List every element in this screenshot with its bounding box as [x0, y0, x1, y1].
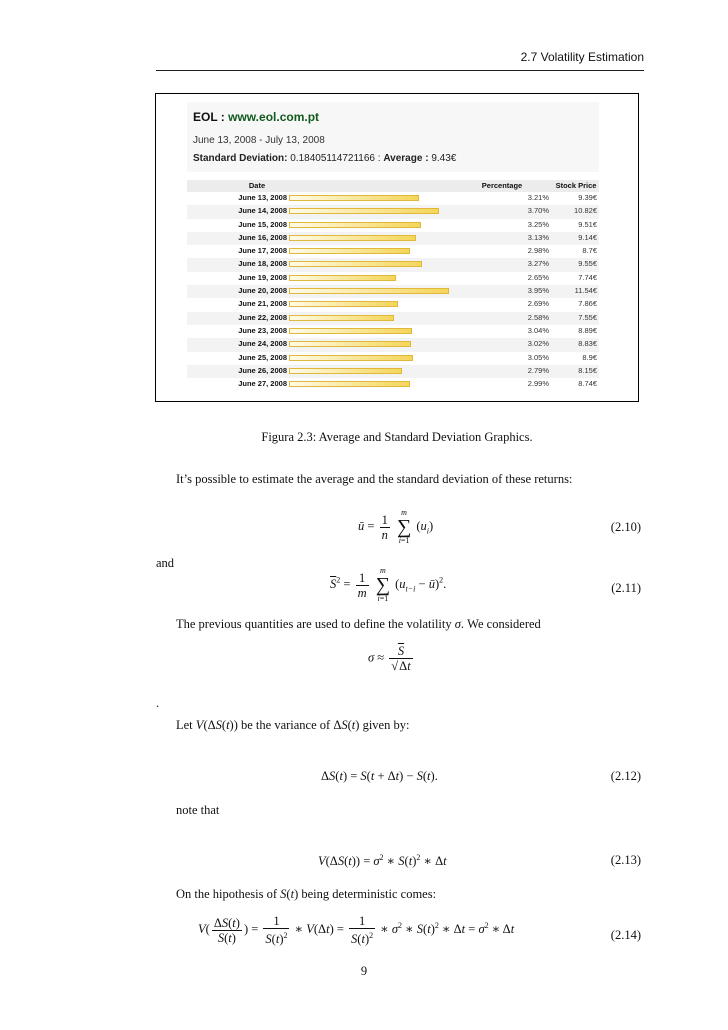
- stock-table: [187, 180, 599, 391]
- equation-2-10: ū = $\frac{1}{n}$ m ∑ i=1 $(u_i)$: [358, 508, 434, 545]
- p2-suffix: . We considered: [460, 617, 541, 631]
- paragraph-2: The previous quantities are used to define the volatility σ. We considered: [176, 617, 541, 631]
- table-body: [187, 192, 599, 391]
- eol-site-title: [193, 110, 319, 124]
- row-date: June 15, 2008: [238, 219, 287, 229]
- row-stock-price: 11.54€: [574, 286, 597, 296]
- row-date: June 20, 2008: [238, 286, 287, 296]
- row-stock-price: 8.83€: [578, 339, 597, 349]
- p3-prefix: Let: [176, 718, 196, 732]
- row-percentage: 3.02%: [527, 339, 549, 349]
- row-date: June 24, 2008: [238, 339, 287, 349]
- row-stock-price: 9.51€: [578, 219, 597, 229]
- table-row: [187, 232, 599, 245]
- percentage-bar: [289, 368, 402, 374]
- percentage-bar: [289, 301, 398, 307]
- row-percentage: 2.58%: [527, 312, 549, 322]
- equation-2-13: $V(\Delta S(t)) = \sigma^2$ ∗ $S(t)^2$ ∗ Δt: [318, 853, 447, 869]
- row-date: June 23, 2008: [238, 325, 287, 335]
- percentage-bar: [289, 275, 396, 281]
- avg-label: Average :: [383, 153, 429, 164]
- table-row: [187, 245, 599, 258]
- table-row: [187, 219, 599, 232]
- row-percentage: 3.70%: [527, 206, 549, 216]
- paragraph-4: note that: [176, 803, 220, 817]
- table-row: [187, 285, 599, 298]
- percentage-bar: [289, 328, 412, 334]
- row-stock-price: 10.82€: [574, 206, 597, 216]
- percentage-bar: [289, 341, 411, 347]
- percentage-bar: [289, 315, 394, 321]
- row-percentage: 3.13%: [527, 232, 549, 242]
- running-head: 2.7 Volatility Estimation: [520, 50, 644, 64]
- percentage-bar: [289, 222, 421, 228]
- row-stock-price: 9.39€: [578, 193, 597, 202]
- table-row: [187, 312, 599, 325]
- paragraph-1: It’s possible to estimate the average and the standard deviation of these returns:: [176, 472, 573, 486]
- row-date: June 18, 2008: [238, 259, 287, 269]
- table-row: [187, 352, 599, 365]
- table-row: [187, 378, 599, 391]
- equation-2-14: V( $\frac{\Delta S(t)}{S(t)}$ ) = $\frac{1}{S(t)^2}$ ∗ V(Δt) = $\frac{1}{S(t)^2}$ ∗ $\sigma^2$ ∗ $S(t)^2$ ∗ $\Delta t = \sigma^2$ ∗ Δt: [198, 914, 515, 947]
- paragraph-3: Let V(ΔS(t)) be the variance of ΔS(t) given by:: [176, 718, 410, 732]
- row-stock-price: 8.15€: [578, 365, 597, 375]
- percentage-bar: [289, 288, 449, 294]
- p3-mid: be the variance of: [237, 718, 334, 732]
- table-row: [187, 272, 599, 285]
- eqnum-2-13: (2.13): [610, 853, 641, 867]
- col-date: Date: [248, 181, 266, 190]
- eol-header: [187, 102, 599, 172]
- row-percentage: 2.98%: [527, 246, 549, 256]
- col-stock-price: Stock Price: [555, 181, 597, 190]
- row-date: June 14, 2008: [238, 206, 287, 216]
- row-stock-price: 8.74€: [578, 379, 597, 389]
- figure-caption: Figura 2.3: Average and Standard Deviation Graphics.: [261, 430, 533, 444]
- percentage-bar: [289, 208, 439, 214]
- equation-2-11: $\overline{S}^2$ = $\frac{1}{m}$ m ∑ i=1 ($u_{t-i}$ − ū)$^2$.: [330, 566, 447, 603]
- table-row: [187, 258, 599, 271]
- table-row: [187, 325, 599, 338]
- row-percentage: 3.95%: [527, 286, 549, 296]
- table-row: [187, 192, 599, 205]
- row-percentage: 3.05%: [527, 352, 549, 362]
- avg-value: 9.43€: [431, 153, 457, 164]
- row-date: June 16, 2008: [238, 232, 287, 242]
- and-word: and: [156, 556, 175, 570]
- row-date: June 19, 2008: [238, 272, 287, 282]
- paragraph-5: On the hipothesis of S(t) being deterministic comes:: [176, 887, 437, 901]
- percentage-bar: [289, 248, 410, 254]
- row-date: June 21, 2008: [238, 299, 287, 309]
- row-stock-price: 7.74€: [578, 272, 597, 282]
- row-date: June 17, 2008: [238, 246, 287, 256]
- p2-prefix: The previous quantities are used to define the volatility: [176, 617, 455, 631]
- eqnum-2-12: (2.12): [610, 769, 641, 783]
- figure-frame: [155, 93, 639, 402]
- percentage-bar: [289, 195, 419, 201]
- row-stock-price: 9.55€: [578, 259, 597, 269]
- row-percentage: 3.25%: [527, 219, 549, 229]
- row-percentage: 2.99%: [527, 379, 549, 389]
- p5-suffix: being deterministic comes:: [298, 887, 437, 901]
- table-row: [187, 338, 599, 351]
- equation-2-12: ΔS(t) = S(t + Δt) − S(t).: [321, 769, 438, 783]
- row-percentage: 2.69%: [527, 299, 549, 309]
- stats-line: [193, 153, 456, 164]
- row-stock-price: 9.14€: [578, 232, 597, 242]
- site-label: EOL :: [193, 110, 229, 124]
- table-row: [187, 365, 599, 378]
- eqnum-2-10: (2.10): [610, 520, 641, 534]
- row-percentage: 3.21%: [527, 193, 549, 202]
- percentage-bar: [289, 381, 410, 387]
- row-date: June 22, 2008: [238, 312, 287, 322]
- col-percentage: Percentage: [481, 181, 523, 190]
- row-percentage: 2.65%: [527, 272, 549, 282]
- page-number: 9: [360, 964, 368, 978]
- site-url-link[interactable]: www.eol.com.pt: [228, 110, 320, 124]
- table-header: [187, 180, 599, 192]
- p3-suffix: given by:: [359, 718, 410, 732]
- row-stock-price: 8.89€: [578, 325, 597, 335]
- p5-prefix: On the hipothesis of: [176, 887, 281, 901]
- table-row: [187, 298, 599, 311]
- row-stock-price: 8.7€: [582, 246, 597, 256]
- stats-separator: :: [374, 153, 384, 164]
- date-range: June 13, 2008 - July 13, 2008: [193, 135, 325, 146]
- equation-sigma: σ ≈ $\frac{\overline{S}}{√\Delta t}$: [368, 644, 411, 673]
- row-date: June 25, 2008: [238, 352, 287, 362]
- row-date: June 27, 2008: [238, 379, 287, 389]
- row-percentage: 3.27%: [527, 259, 549, 269]
- table-row: [187, 205, 599, 218]
- std-value: 0.18405114721166: [290, 153, 375, 164]
- row-date: June 13, 2008: [238, 193, 287, 202]
- row-stock-price: 7.86€: [578, 299, 597, 309]
- eqnum-2-11: (2.11): [611, 581, 641, 595]
- row-stock-price: 7.55€: [578, 312, 597, 322]
- eqnum-2-14: (2.14): [610, 928, 641, 942]
- percentage-bar: [289, 235, 416, 241]
- percentage-bar: [289, 355, 413, 361]
- row-percentage: 3.04%: [527, 325, 549, 335]
- stray-dot: .: [156, 696, 160, 710]
- header-rule: [156, 70, 644, 71]
- std-label: Standard Deviation:: [193, 153, 288, 164]
- row-percentage: 2.79%: [527, 365, 549, 375]
- row-date: June 26, 2008: [238, 365, 287, 375]
- row-stock-price: 8.9€: [582, 352, 597, 362]
- percentage-bar: [289, 261, 422, 267]
